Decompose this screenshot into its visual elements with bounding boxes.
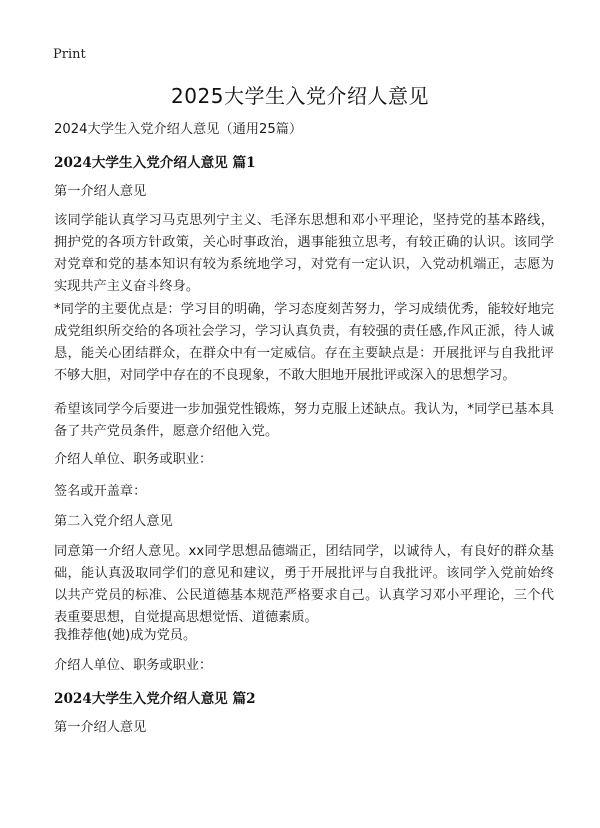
section-heading-1: 2024大学生入党介绍人意见 篇1 [54, 155, 256, 171]
section-heading-2: 2024大学生入党介绍人意见 篇2 [54, 691, 256, 707]
signature-label: 签名或开盖章： [54, 484, 147, 499]
print-link[interactable]: Print [53, 47, 86, 62]
page-title: 2025大学生入党介绍人意见 [171, 84, 429, 108]
first-introducer-label-2: 第一介绍人意见 [54, 720, 147, 735]
introducer-unit-label: 介绍人单位、职务或职业： [54, 452, 213, 467]
paragraph-3: 希望该同学今后要进一步加强党性锻炼，努力克服上述缺点。我认为，*同学已基本具备了共产党员条件，愿意介绍他入党。 [54, 402, 554, 439]
document-subtitle: 2024大学生入党介绍人意见（通用25篇） [54, 122, 303, 137]
paragraph-1: 该同学能认真学习马克思列宁主义、毛泽东思想和邓小平理论，坚持党的基本路线，拥护党的各项方针政策，关心时事政治，遇事能独立思考，有较正确的认识。该同学对党章和党的基本知识有较为系统地学习，对党有一定认识，入党动机端正，志愿为实现共产主义奋斗终身。 [54, 213, 554, 294]
second-introducer-label: 第二入党介绍人意见 [54, 514, 173, 529]
introducer-unit-label-2: 介绍人单位、职务或职业： [54, 658, 213, 673]
first-introducer-label: 第一介绍人意见 [54, 184, 147, 199]
paragraph-5: 我推荐他(她)成为党员。 [54, 628, 197, 643]
paragraph-4: 同意第一介绍人意见。xx同学思想品德端正，团结同学，以诚待人，有良好的群众基础，能认真汲取同学们的意见和建议，勇于开展批评与自我批评。该同学入党前始终以共产党员的标准、公民道德基本规范严格要求自己。认真学习邓小平理论，三个代表重要思想，自觉提高思想觉悟、道德素质。 [54, 544, 554, 625]
paragraph-2: *同学的主要优点是：学习目的明确，学习态度刻苦努力，学习成绩优秀，能较好地完成党组织所交给的各项社会学习，学习认真负责，有较强的责任感,作风正派，待人诚恳，能关心团结群众，在群众中有一定威信。存在主要缺点是：开展批评与自我批评不够大胆，对同学中存在的不良现象，不敢大胆地开展批评或深入的思想学习。 [54, 302, 554, 383]
